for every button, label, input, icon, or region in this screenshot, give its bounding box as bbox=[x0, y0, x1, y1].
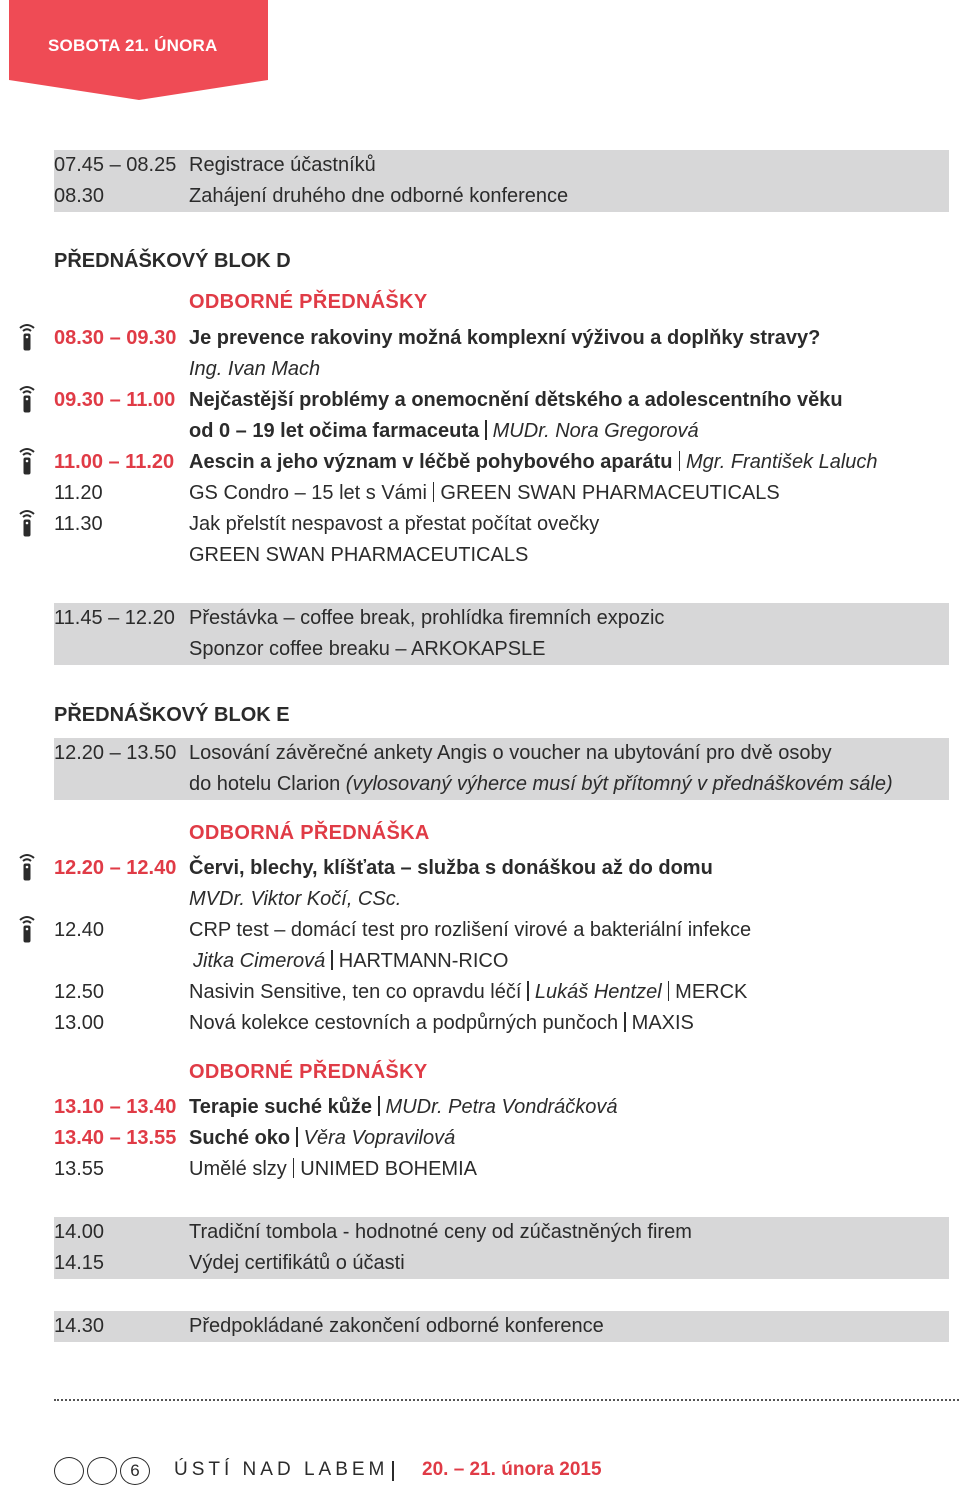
schedule-row bbox=[54, 1311, 949, 1342]
separator bbox=[331, 950, 333, 970]
speaker: Lukáš Hentzel bbox=[534, 981, 662, 1003]
talk-title: Jak přelstít nespavost a přestat počítat ovečky bbox=[189, 513, 600, 535]
time: 13.00 bbox=[54, 1012, 105, 1034]
block-title: PŘEDNÁŠKOVÝ BLOK E bbox=[54, 704, 290, 726]
talk-title: Červi, blechy, klíšťata – služba s donáškou až do domu bbox=[189, 857, 713, 879]
time: 11.00 – 11.20 bbox=[54, 451, 175, 473]
time: 08.30 – 09.30 bbox=[54, 327, 177, 349]
time: 09.30 – 11.00 bbox=[54, 389, 176, 411]
schedule-row bbox=[54, 385, 949, 416]
speaker: Věra Vopravilová bbox=[303, 1127, 456, 1149]
separator bbox=[624, 1012, 626, 1032]
talk-title: Nová kolekce cestovních a podpůrných punčoch bbox=[189, 1012, 619, 1034]
separator bbox=[679, 451, 681, 471]
time: 12.20 – 12.40 bbox=[54, 857, 177, 879]
schedule-row bbox=[54, 416, 949, 447]
section-heading: ODBORNÉ PŘEDNÁŠKY bbox=[189, 1061, 428, 1083]
speaker: Jitka Cimerová bbox=[193, 950, 326, 972]
separator bbox=[378, 1096, 380, 1116]
schedule-row bbox=[54, 323, 949, 354]
schedule-row bbox=[54, 915, 949, 946]
time: 14.15 bbox=[54, 1252, 105, 1274]
time: 08.30 bbox=[54, 185, 105, 207]
talk-title: od 0 – 19 let očima farmaceuta bbox=[189, 420, 480, 442]
company: MAXIS bbox=[631, 1012, 694, 1034]
schedule-row bbox=[54, 509, 949, 540]
company: GREEN SWAN PHARMACEUTICALS bbox=[189, 544, 529, 566]
time: 11.45 – 12.20 bbox=[54, 607, 175, 629]
schedule-row bbox=[54, 946, 949, 977]
time: 12.40 bbox=[54, 919, 105, 941]
talk-title: Suché oko bbox=[189, 1127, 291, 1149]
page-number: 6 bbox=[120, 1457, 150, 1485]
time: 13.40 – 13.55 bbox=[54, 1127, 177, 1149]
separator bbox=[485, 420, 487, 440]
circle-mark bbox=[54, 1457, 84, 1485]
talk-title: Aescin a jeho význam v léčbě pohybového aparátu bbox=[189, 451, 673, 473]
time: 13.10 – 13.40 bbox=[54, 1096, 177, 1118]
schedule-row bbox=[54, 1123, 949, 1154]
separator bbox=[392, 1461, 394, 1481]
text: Sponzor coffee breaku – ARKOKAPSLE bbox=[189, 638, 546, 660]
day-label: SOBOTA 21. ÚNORA bbox=[48, 36, 218, 55]
block-title: PŘEDNÁŠKOVÝ BLOK D bbox=[54, 250, 291, 272]
audio-broadcast-icon bbox=[14, 914, 40, 944]
separator bbox=[668, 981, 670, 1001]
time: 13.55 bbox=[54, 1158, 105, 1180]
schedule-row bbox=[54, 977, 949, 1008]
schedule-row bbox=[54, 540, 949, 571]
schedule-row bbox=[54, 1092, 949, 1123]
audio-broadcast-icon bbox=[14, 322, 40, 352]
schedule-row bbox=[54, 447, 949, 478]
talk-title: CRP test – domácí test pro rozlišení virové a bakteriální infekce bbox=[189, 919, 752, 941]
time: 12.20 – 13.50 bbox=[54, 742, 177, 764]
talk-title: Nejčastější problémy a onemocnění dětského a adolescentního věku bbox=[189, 389, 843, 411]
text: Předpokládané zakončení odborné konference bbox=[189, 1315, 604, 1337]
time: 11.30 bbox=[54, 513, 103, 535]
schedule-row bbox=[54, 853, 949, 884]
time: 12.50 bbox=[54, 981, 105, 1003]
separator bbox=[527, 981, 529, 1001]
talk-title: Je prevence rakoviny možná komplexní výživou a doplňky stravy? bbox=[189, 327, 821, 349]
separator bbox=[433, 482, 435, 502]
schedule-row bbox=[54, 634, 949, 665]
talk-title: Terapie suché kůže bbox=[189, 1096, 373, 1118]
circle-mark bbox=[87, 1457, 117, 1485]
note: (vylosovaný výherce musí být přítomný v přednáškovém sále) bbox=[345, 773, 893, 795]
schedule-row bbox=[54, 738, 949, 769]
time: 14.30 bbox=[54, 1315, 105, 1337]
time: 11.20 bbox=[54, 482, 103, 504]
separator bbox=[296, 1127, 298, 1147]
time: 14.00 bbox=[54, 1221, 105, 1243]
schedule-row bbox=[54, 354, 949, 385]
company: GREEN SWAN PHARMACEUTICALS bbox=[440, 482, 780, 504]
audio-broadcast-icon bbox=[14, 508, 40, 538]
section-heading: ODBORNÉ PŘEDNÁŠKY bbox=[189, 291, 428, 313]
text: do hotelu Clarion bbox=[189, 773, 341, 795]
talk-title: Umělé slzy bbox=[189, 1158, 287, 1180]
footer-dates: 20. – 21. února 2015 bbox=[422, 1459, 602, 1480]
talk-title: Nasivin Sensitive, ten co opravdu léčí bbox=[189, 981, 522, 1003]
schedule-row bbox=[54, 884, 949, 915]
speaker: Mgr. František Laluch bbox=[686, 451, 878, 473]
footer-city: ÚSTÍ NAD LABEM bbox=[174, 1459, 389, 1480]
audio-broadcast-icon bbox=[14, 384, 40, 414]
company: UNIMED BOHEMIA bbox=[300, 1158, 477, 1180]
dotted-divider bbox=[54, 1399, 959, 1401]
text: Výdej certifikátů o účasti bbox=[189, 1252, 405, 1274]
company: HARTMANN-RICO bbox=[338, 950, 509, 972]
schedule-row bbox=[54, 150, 949, 181]
speaker: MUDr. Nora Gregorová bbox=[492, 420, 699, 442]
company: MERCK bbox=[675, 981, 748, 1003]
schedule-row bbox=[54, 478, 949, 509]
talk-title: GS Condro – 15 let s Vámi bbox=[189, 482, 427, 504]
text: Losování závěrečné ankety Angis o voucher na ubytování pro dvě osoby bbox=[189, 742, 832, 764]
schedule-row bbox=[54, 603, 949, 634]
text: Tradiční tombola - hodnotné ceny od zúčastněných firem bbox=[189, 1221, 692, 1243]
speaker: MVDr. Viktor Kočí, CSc. bbox=[189, 888, 402, 910]
text: Přestávka – coffee break, prohlídka firemních expozic bbox=[189, 607, 665, 629]
section-heading: ODBORNÁ PŘEDNÁŠKA bbox=[189, 822, 430, 844]
schedule-row bbox=[54, 1008, 949, 1039]
text: Zahájení druhého dne odborné konference bbox=[189, 185, 569, 207]
speaker: Ing. Ivan Mach bbox=[189, 358, 321, 380]
schedule-row bbox=[54, 181, 949, 212]
schedule-row bbox=[54, 769, 949, 800]
audio-broadcast-icon bbox=[14, 446, 40, 476]
schedule-row bbox=[54, 1217, 949, 1248]
schedule-row bbox=[54, 1154, 949, 1185]
text: Registrace účastníků bbox=[189, 154, 376, 176]
speaker: MUDr. Petra Vondráčková bbox=[385, 1096, 618, 1118]
audio-broadcast-icon bbox=[14, 852, 40, 882]
schedule-row bbox=[54, 1248, 949, 1279]
separator bbox=[293, 1158, 295, 1178]
time: 07.45 – 08.25 bbox=[54, 154, 177, 176]
